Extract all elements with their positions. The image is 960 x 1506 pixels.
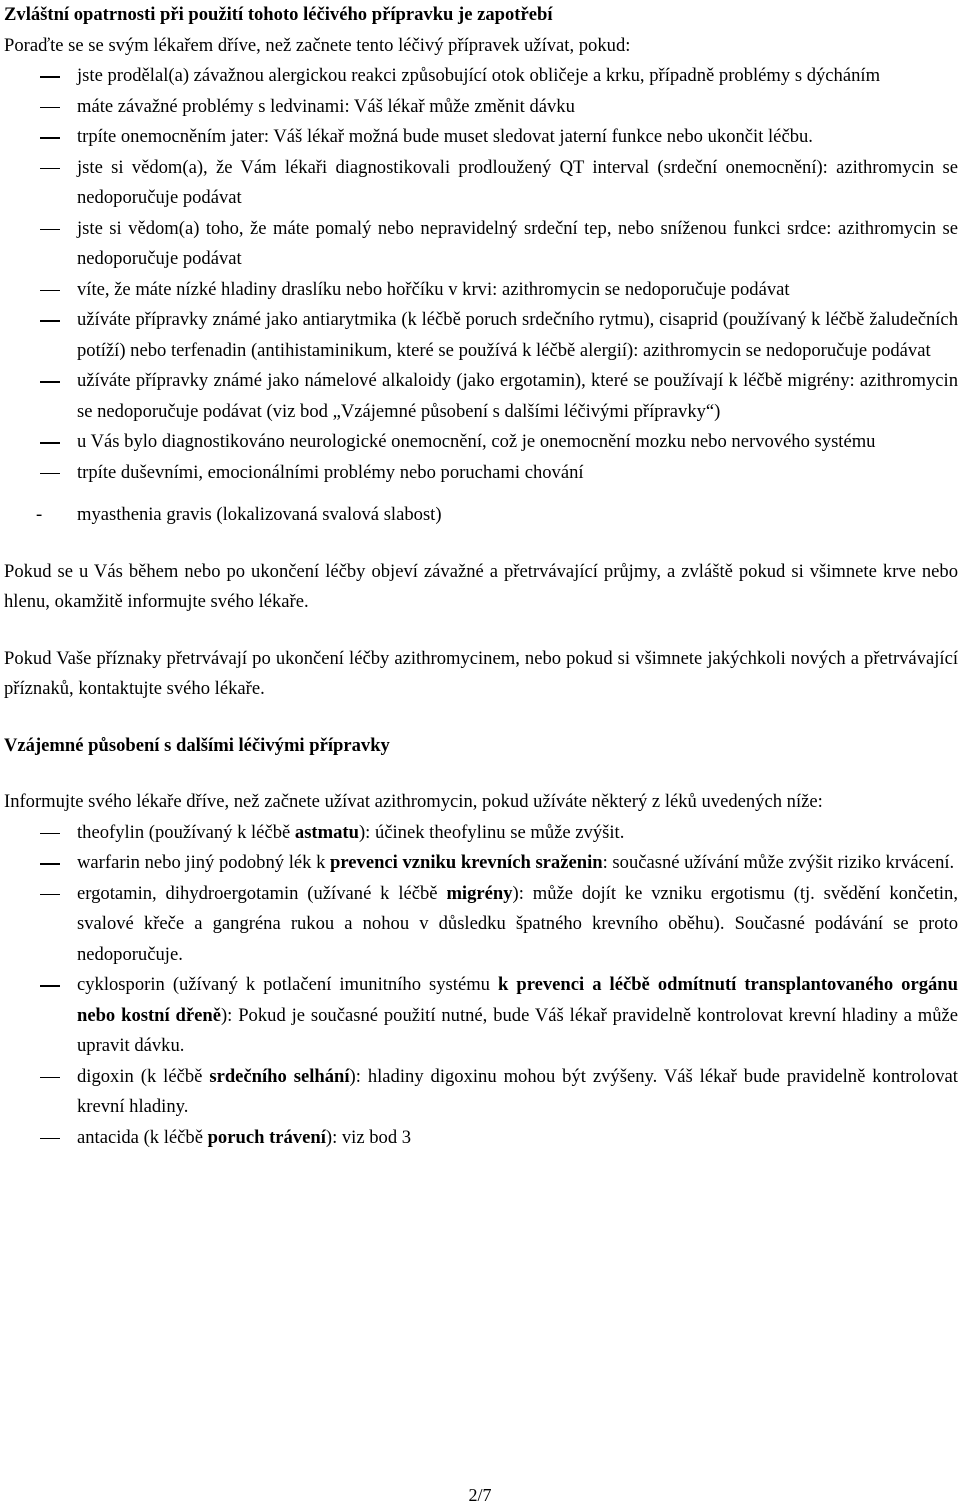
- list-item-text: trpíte duševními, emocionálními problémy nebo poruchami chování: [77, 461, 584, 483]
- interactions-list: [4, 818, 958, 1154]
- list-item: [4, 122, 958, 153]
- list-item: [4, 427, 958, 458]
- list-item: [4, 366, 958, 427]
- spacer: [4, 531, 958, 557]
- list-item: [4, 153, 958, 214]
- spacer: [4, 705, 958, 731]
- list-item-text: trpíte onemocněním jater: Váš lékař možná bude muset sledovat jaterní funkce nebo ukončit léčbu.: [77, 126, 813, 147]
- list-item-text: u Vás bylo diagnostikováno neurologické onemocnění, což je onemocnění mozku nebo nervového systému: [77, 431, 876, 452]
- list-item-text: užíváte přípravky známé jako antiarytmika (k léčbě poruch srdečního rytmu), cisaprid (používaný k léčbě žaludečních potíží) nebo terfenadin (antihistaminikum, které se používá k léčbě alergií): azithromycin se nedoporučuje podávat: [77, 309, 958, 361]
- list-item-emphasis: poruch trávení: [207, 1126, 326, 1148]
- list-item-text: cyklosporin (užívaný k potlačení imunitního systému: [77, 974, 498, 995]
- paragraph-diarrhea-warning: Pokud se u Vás během nebo po ukončení léčby objeví závažné a přetrvávající průjmy, a zvláště pokud si všimnete krve nebo hlenu, okamžitě informujte svého lékaře.: [4, 560, 958, 612]
- list-item: [4, 970, 958, 1062]
- section-heading-interactions: Vzájemné působení s dalšími léčivými přípravky: [4, 734, 390, 756]
- page-number: 2/7: [468, 1485, 492, 1505]
- list-item-emphasis: prevenci vzniku krevních sraženin: [330, 852, 603, 873]
- paragraph-persistent-symptoms: Pokud Vaše příznaky přetrvávají po ukončení léčby azithromycinem, nebo pokud si všimnete jakýchkoli nových a přetrvávající příznaků, kontaktujte svého lékaře.: [4, 647, 958, 699]
- list-item: [4, 1062, 958, 1123]
- list-item-text: : současné užívání může zvýšit riziko krvácení.: [602, 852, 955, 873]
- list-item-text: antacida (k léčbě: [77, 1126, 208, 1148]
- document-page: [4, 0, 958, 1153]
- spacer: [4, 761, 958, 787]
- list-item-text: ): viz bod 3: [325, 1126, 412, 1148]
- list-item: [4, 275, 958, 306]
- list-item-emphasis: astmatu: [294, 821, 359, 843]
- list-item-text: ): může dojít ke vzniku ergotismu (tj. svědění končetin, svalové křeče a gangréna rukou a nohou v důsledku špatného krevního oběhu). Současné podávání se proto nedoporučuje.: [77, 882, 958, 965]
- list-item: [4, 818, 958, 849]
- spacer: [4, 488, 958, 500]
- list-item-text: ): účinek theofylinu se může zvýšit.: [358, 821, 625, 843]
- list-item-emphasis: migrény: [446, 882, 513, 904]
- list-item-text: myasthenia gravis (lokalizovaná svalová slabost): [77, 504, 442, 525]
- list-item-text: ): Pokud je současné použití nutné, bude Váš lékař pravidelně kontrolovat krevní hladiny a může upravit dávku.: [77, 1004, 958, 1056]
- section-intro-interactions: Informujte svého lékaře dříve, než začnete užívat azithromycin, pokud užíváte některý z léků uvedených níže:: [4, 791, 823, 812]
- list-item-emphasis: srdečního selhání: [209, 1065, 350, 1087]
- list-item: [4, 500, 958, 531]
- list-item-text: jste si vědom(a), že Vám lékaři diagnostikovali prodloužený QT interval (srdeční onemocnění): azithromycin se nedoporučuje podávat: [77, 156, 958, 208]
- list-item: [4, 61, 958, 92]
- list-item-text: ): hladiny digoxinu mohou být zvýšeny. Váš lékař bude pravidelně kontrolovat krevní hladiny.: [77, 1065, 958, 1117]
- list-item: [4, 458, 958, 489]
- hyphen-bullet: -: [36, 504, 43, 525]
- spacer: [4, 618, 958, 644]
- list-item: [4, 879, 958, 971]
- list-item-text: víte, že máte nízké hladiny draslíku nebo hořčíku v krvi: azithromycin se nedoporučuje podávat: [77, 278, 790, 300]
- list-item-text: užíváte přípravky známé jako námelové alkaloidy (jako ergotamin), které se používají k léčbě migrény: azithromycin se nedoporučuje podávat (viz bod „Vzájemné působení s dalšími léčivými přípravky“): [77, 370, 958, 422]
- list-item-emphasis: k prevenci a léčbě odmítnutí transplantovaného orgánu nebo kostní dřeně: [77, 974, 958, 1026]
- list-item-text: theofylin (používaný k léčbě: [77, 821, 295, 843]
- list-item-text: máte závažné problémy s ledvinami: Váš lékař může změnit dávku: [77, 95, 575, 117]
- list-item: [4, 1123, 958, 1154]
- section-heading-precautions: Zvláštní opatrnosti při použití tohoto léčivého přípravku je zapotřebí: [4, 4, 553, 25]
- section-intro-precautions: Poraďte se se svým lékařem dříve, než začnete tento léčivý přípravek užívat, pokud:: [4, 34, 631, 56]
- list-item-text: jste si vědom(a) toho, že máte pomalý nebo nepravidelný srdeční tep, nebo sníženou funkci srdce: azithromycin se nedoporučuje podávat: [77, 217, 958, 269]
- precautions-list-extra: [4, 500, 958, 531]
- list-item: [4, 214, 958, 275]
- list-item-text: ergotamin, dihydroergotamin (užívané k léčbě: [77, 882, 447, 904]
- list-item-text: jste prodělal(a) závažnou alergickou reakci způsobující otok obličeje a krku, případně problémy s dýcháním: [77, 65, 881, 86]
- list-item-text: warfarin nebo jiný podobný lék k: [77, 852, 331, 873]
- list-item-text: digoxin (k léčbě: [77, 1065, 210, 1087]
- list-item: [4, 848, 958, 879]
- list-item: [4, 305, 958, 366]
- precautions-list: [4, 61, 958, 488]
- list-item: [4, 92, 958, 123]
